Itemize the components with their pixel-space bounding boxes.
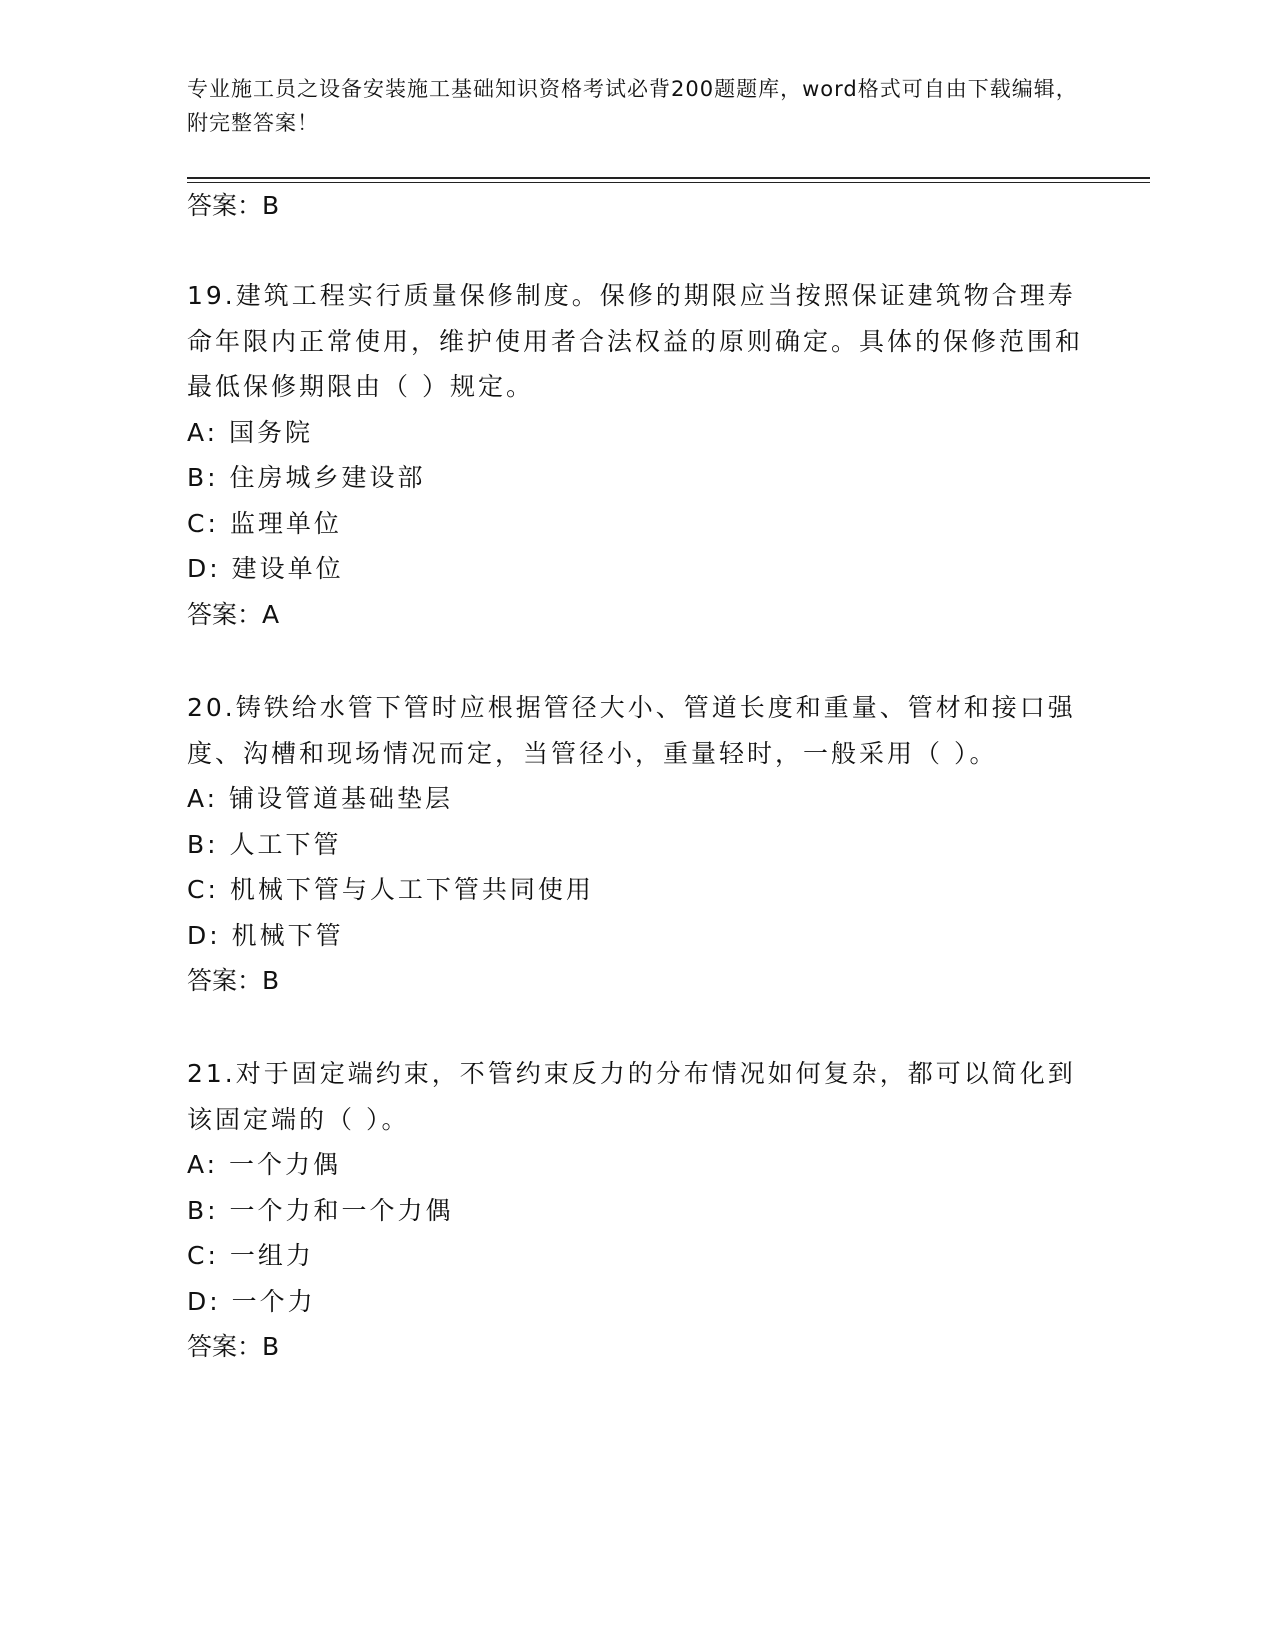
option-d: D: 建设单位	[187, 554, 344, 583]
option-b: B: 一个力和一个力偶	[187, 1195, 454, 1225]
option-a: A: 国务院	[187, 417, 314, 447]
question-answer: 答案：B	[187, 1332, 280, 1361]
question-stem: 20.铸铁给水管下管时应根据管径大小、管道长度和重量、管材和接口强度、沟槽和现场情况而定，当管径小，重量轻时，一般采用（ ）。	[187, 693, 1076, 768]
option-a: A: 铺设管道基础垫层	[187, 784, 454, 813]
question-20	[187, 685, 1087, 1004]
option-a: A: 一个力偶	[187, 1150, 342, 1179]
option-c: C: 监理单位	[187, 508, 342, 538]
option-c: C: 一组力	[187, 1241, 314, 1270]
question-stem: 21.对于固定端约束，不管约束反力的分布情况如何复杂，都可以简化到该固定端的（ ）。	[187, 1059, 1076, 1134]
question-answer: 答案：B	[187, 966, 280, 995]
header-rule-thick	[187, 177, 1150, 179]
option-b: B: 住房城乡建设部	[187, 463, 426, 492]
previous-answer: 答案：B	[187, 191, 280, 220]
option-c: C: 机械下管与人工下管共同使用	[187, 875, 594, 904]
document-header: 专业施工员之设备安装施工基础知识资格考试必背200题题库，word格式可自由下载编辑，附完整答案！	[187, 77, 1078, 135]
option-d: D: 一个力	[187, 1286, 316, 1316]
header-rule-thin	[187, 182, 1150, 183]
question-stem: 19.建筑工程实行质量保修制度。保修的期限应当按照保证建筑物合理寿命年限内正常使用，维护使用者合法权益的原则确定。具体的保修范围和最低保修期限由（ ）规定。	[187, 281, 1084, 401]
option-b: B: 人工下管	[187, 829, 342, 859]
question-21	[187, 1051, 1087, 1370]
option-d: D: 机械下管	[187, 920, 344, 950]
question-19	[187, 273, 1087, 637]
question-answer: 答案：A	[187, 599, 280, 629]
